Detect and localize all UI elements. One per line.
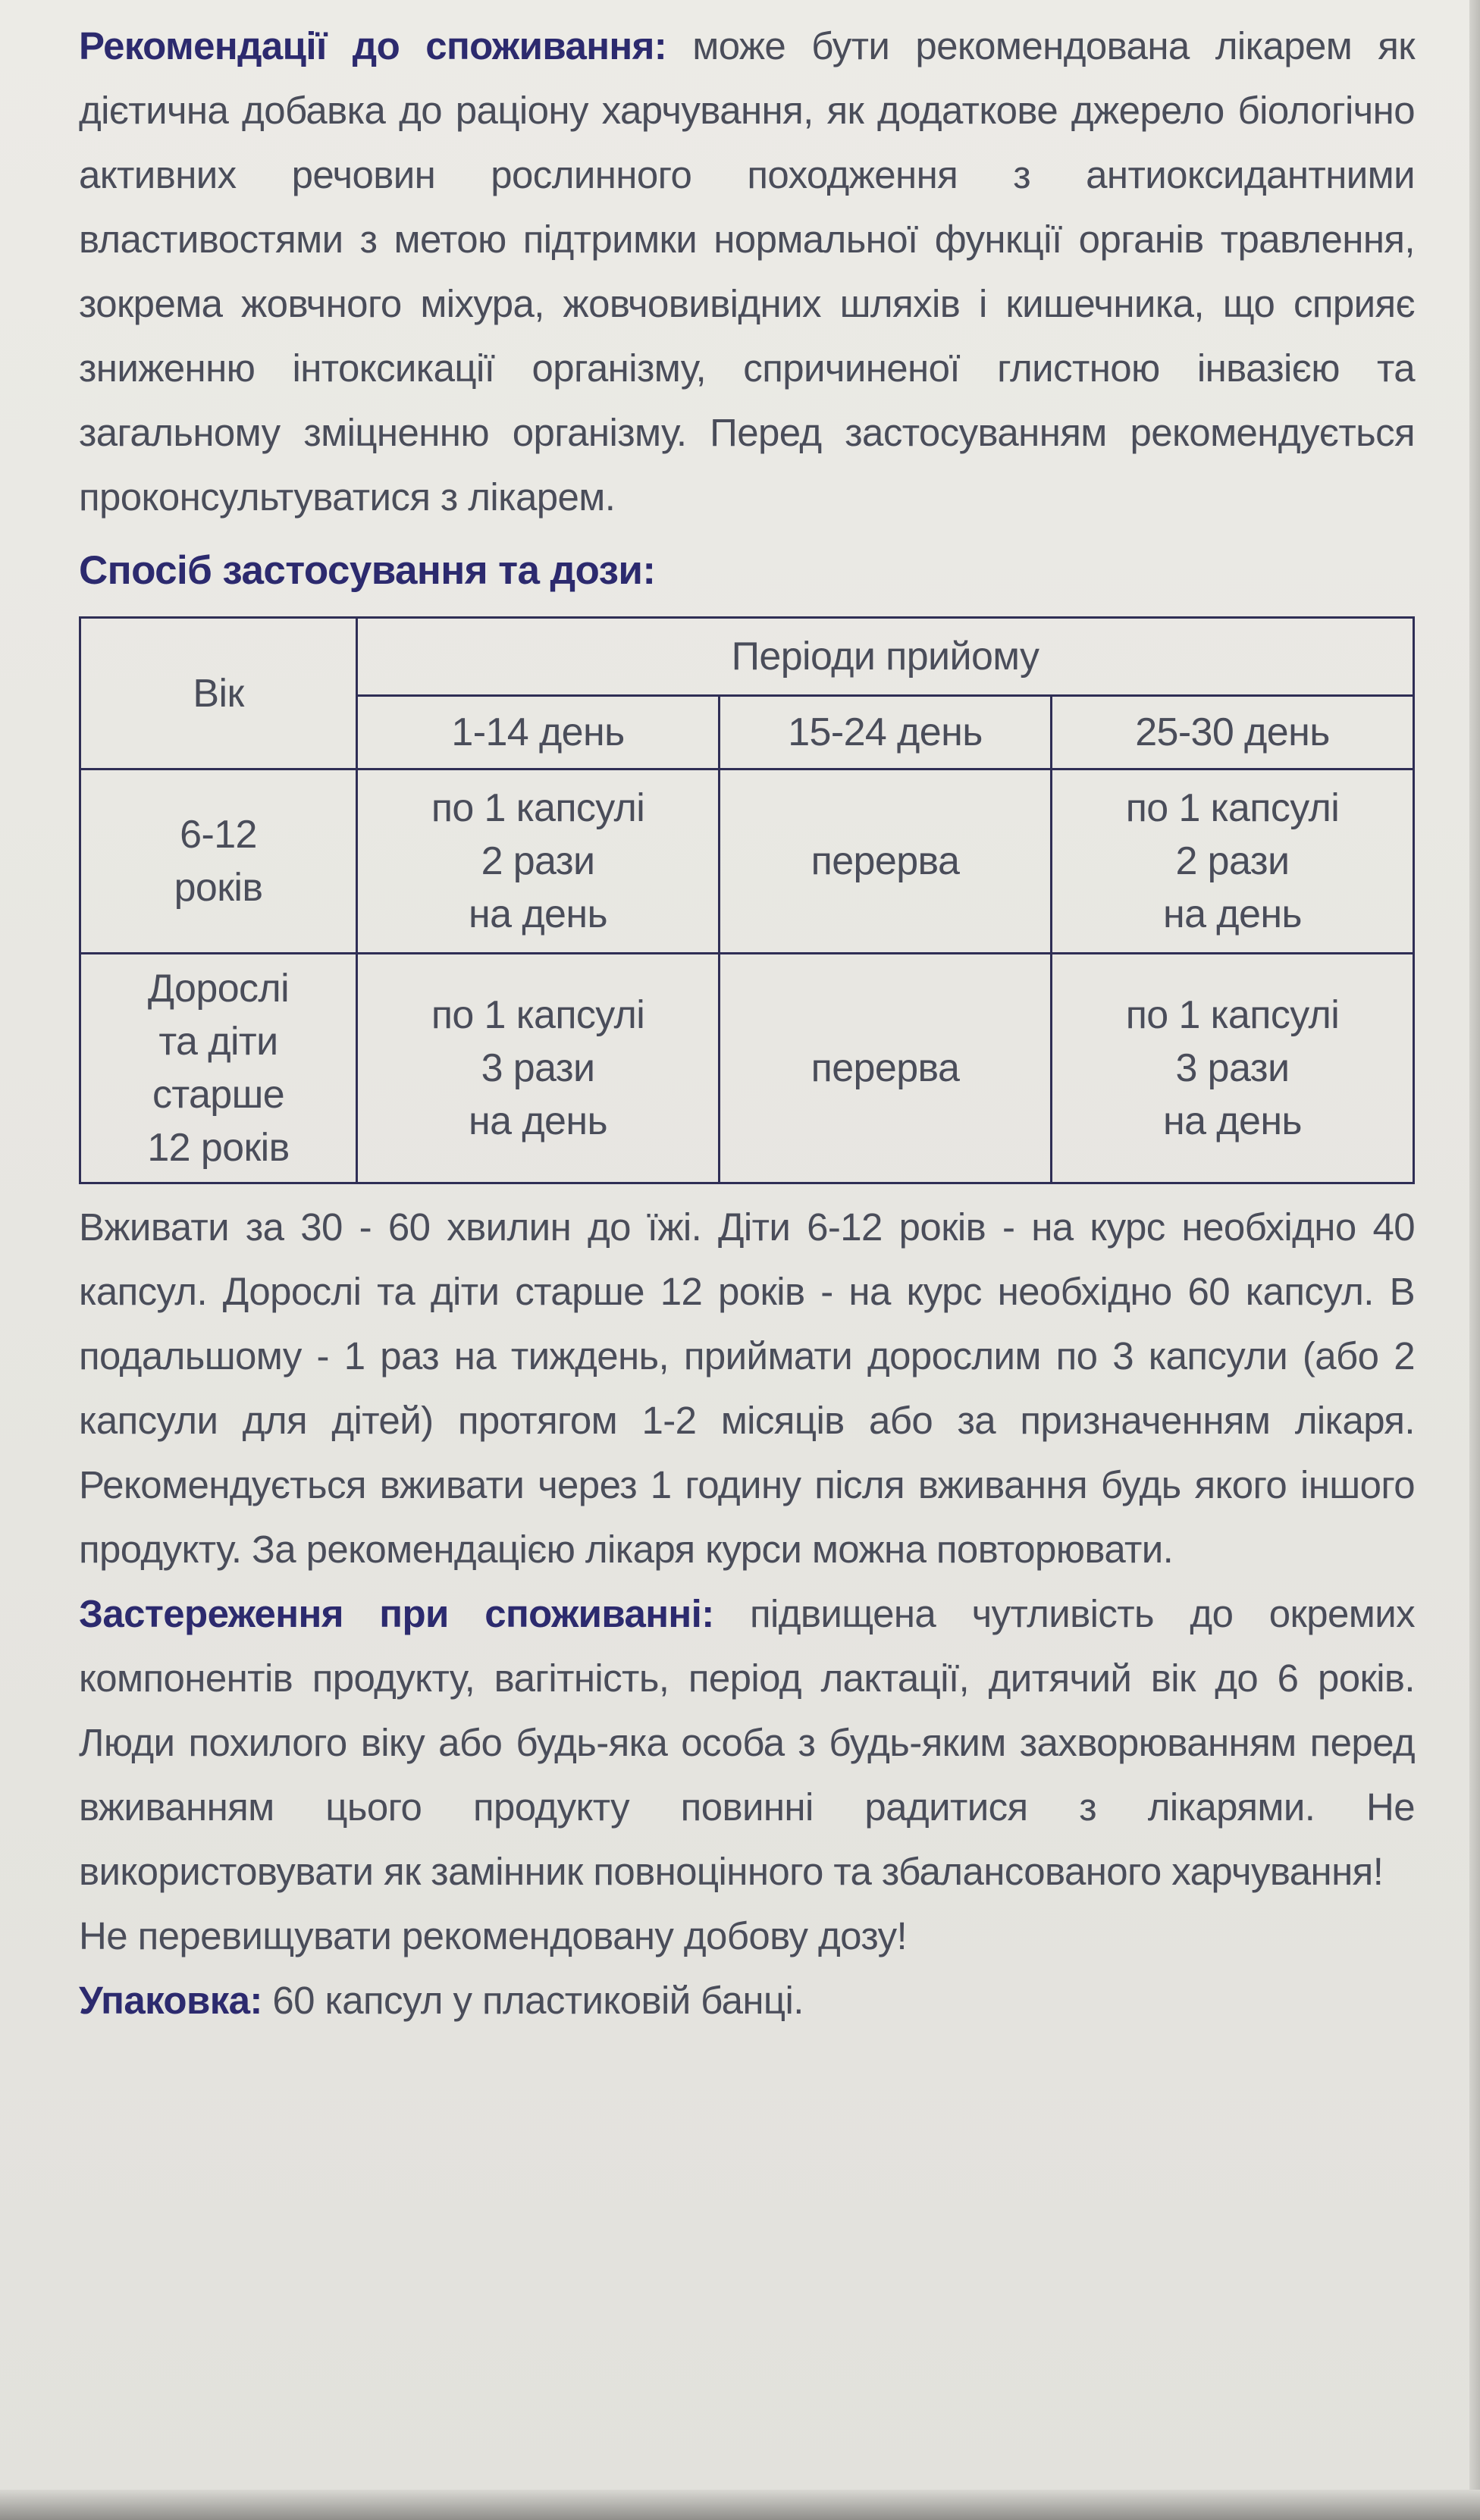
break-cell xyxy=(720,954,1052,1183)
recommendations-text: може бути рекомендована лікарем як дієтична добавка до раціону харчування, як додаткове джерело біологічно активних речовин рослинного походження з антиоксидантними властивостями з метою підтримки нормальної функції органів травлення, зокрема жовчного міхура, жовчовивідних шляхів і кишечника, що сприяє зниженню інтоксикації організму, спричиненої глистною інвазією та загальному зміцненню організму. Перед застосуванням рекомендується проконсультуватися з лікарем. xyxy=(79,24,1415,519)
cell-line: та діти xyxy=(158,1020,278,1064)
cell-line: років xyxy=(174,866,263,910)
packaging-paragraph xyxy=(79,1968,1415,2033)
cell-line: старше xyxy=(152,1073,285,1117)
label-content xyxy=(79,14,1415,2033)
dose-cell xyxy=(357,769,720,954)
dose-cell xyxy=(357,954,720,1183)
cell-line: на день xyxy=(1162,1099,1302,1143)
periods-header: Періоди прийому xyxy=(357,618,1414,696)
dosage-table xyxy=(79,616,1415,1184)
cell-line: по 1 капсулі xyxy=(431,786,645,830)
cell-line: 6-12 xyxy=(180,813,257,857)
packaging-label: Упаковка: xyxy=(79,1979,262,2022)
age-header: Вік xyxy=(80,618,357,769)
recommendations-label: Рекомендації до споживання: xyxy=(79,24,667,67)
warnings-paragraph xyxy=(79,1581,1415,1904)
usage-heading: Спосіб застосування та дози: xyxy=(79,548,656,593)
cell-line: по 1 капсулі xyxy=(1125,786,1340,830)
break-cell xyxy=(720,769,1052,954)
cell-line: по 1 капсулі xyxy=(1125,993,1340,1037)
cell-line: перерва xyxy=(811,1046,960,1090)
cell-line: 12 років xyxy=(147,1126,290,1170)
age-cell-6-12 xyxy=(80,769,357,954)
period-column-1: 1-14 день xyxy=(357,696,720,769)
cell-line: на день xyxy=(469,892,607,936)
cell-line: 3 рази xyxy=(1175,1046,1290,1090)
cell-line: на день xyxy=(469,1099,607,1143)
table-row xyxy=(80,954,1414,1183)
table-row xyxy=(80,769,1414,954)
cell-line: по 1 капсулі xyxy=(431,993,645,1037)
age-cell-adults xyxy=(80,954,357,1183)
period-column-2: 15-24 день xyxy=(720,696,1052,769)
packaging-text: 60 капсул у пластиковій банці. xyxy=(262,1979,804,2022)
period-column-3: 25-30 день xyxy=(1051,696,1413,769)
dose-warning: Не перевищувати рекомендовану добову дозу! xyxy=(79,1914,908,1957)
cell-line: Дорослі xyxy=(147,967,290,1011)
card-edge-bottom xyxy=(0,2490,1480,2520)
cell-line: перерва xyxy=(811,839,960,883)
warnings-label: Застереження при споживанні: xyxy=(79,1592,714,1635)
cell-line: 2 рази xyxy=(1175,839,1290,883)
cell-line: на день xyxy=(1162,892,1302,936)
card-edge-right xyxy=(1469,0,1480,2520)
cell-line: 3 рази xyxy=(481,1046,595,1090)
cell-line: 2 рази xyxy=(481,839,595,883)
dose-cell xyxy=(1051,954,1413,1183)
table-header-row xyxy=(80,618,1414,696)
recommendations-paragraph xyxy=(79,14,1415,529)
dose-cell xyxy=(1051,769,1413,954)
instructions-paragraph: Вживати за 30 - 60 хвилин до їжі. Діти 6-12 років - на курс необхідно 40 капсул. Дорослі та діти старше 12 років - на курс необхідно 60 капсул. В подальшому - 1 раз на тиждень, приймати дорослим по 3 капсули (або 2 капсули для дітей) протягом 1-2 місяців або за призначенням лікаря. Рекомендується вживати через 1 годину після вживання будь якого іншого продукту. За рекомендацією лікаря курси можна повторювати. xyxy=(79,1205,1415,1571)
warnings-text: підвищена чутливість до окремих компонентів продукту, вагітність, період лактації, дитячий вік до 6 років. Люди похилого віку або будь-яка особа з будь-яким захворюванням перед вживанням цього продукту повинні радитися з лікарями. Не використовувати як замінник повноцінного та збалансованого харчування! xyxy=(79,1592,1416,1893)
